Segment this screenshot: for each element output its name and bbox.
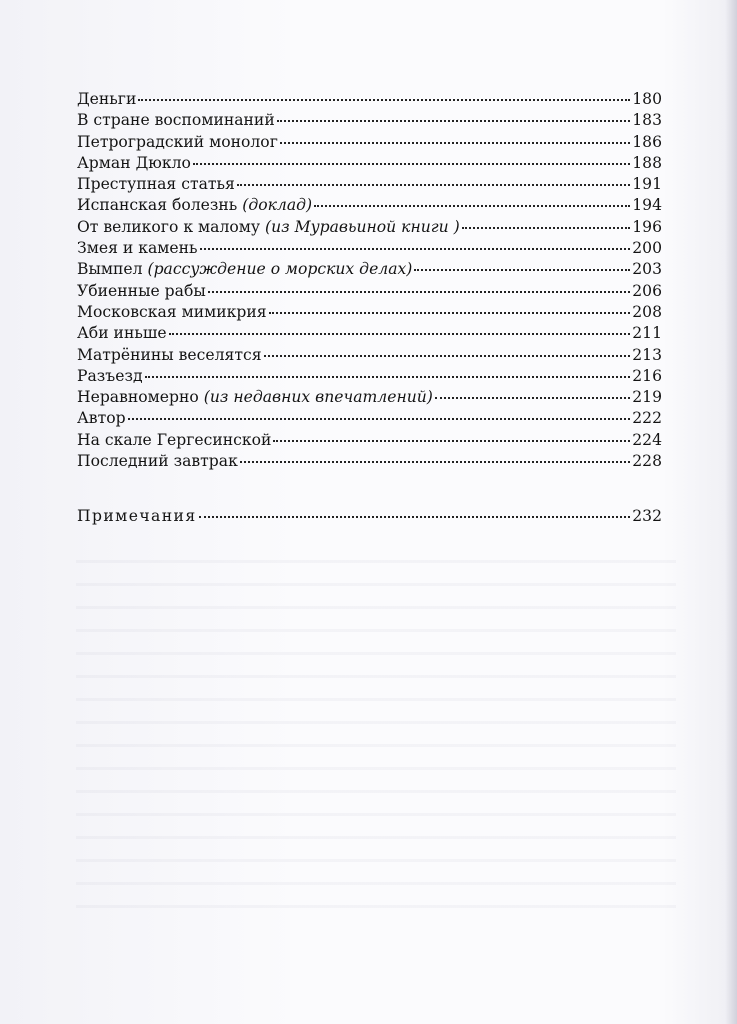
toc-entry-title: На скале Гергесинской	[77, 430, 272, 449]
toc-entry-notes	[77, 506, 662, 527]
toc-page-number: 203	[632, 260, 662, 279]
toc-page-number: 224	[632, 430, 662, 449]
notes-section	[77, 506, 662, 527]
toc-entry-title: Матрёнины веселятся	[77, 345, 262, 364]
table-of-contents	[77, 89, 662, 472]
dot-leader	[237, 176, 630, 186]
toc-entry-title: Вымпел (рассуждение о морских делах)	[77, 260, 413, 279]
dot-leader	[193, 155, 630, 165]
toc-entry	[77, 345, 662, 366]
toc-page-number: 228	[632, 452, 662, 471]
toc-entry-title: Разъезд	[77, 366, 143, 385]
toc-page-number: 200	[632, 239, 662, 258]
dot-leader	[199, 508, 631, 518]
toc-entry	[77, 451, 662, 472]
dot-leader	[277, 112, 631, 122]
toc-entry-title: Неравномерно (из недавних впечатлений)	[77, 388, 433, 407]
toc-entry	[77, 302, 662, 323]
toc-entry-title: Убиенные рабы	[77, 281, 206, 300]
toc-page-number: 194	[632, 196, 662, 215]
toc-page-number: 208	[632, 302, 662, 321]
dot-leader	[145, 368, 631, 378]
toc-entry	[77, 217, 662, 238]
toc-entry	[77, 323, 662, 344]
toc-entry	[77, 408, 662, 429]
toc-page-number: 232	[632, 507, 662, 525]
toc-entry-title: От великого к малому (из Муравьиной книги )	[77, 217, 460, 236]
toc-entry-title: Петроградский монолог	[77, 132, 278, 151]
toc-entry	[77, 153, 662, 174]
toc-entry	[77, 89, 662, 110]
dot-leader	[208, 283, 630, 293]
toc-page-number: 222	[632, 409, 662, 428]
toc-entry	[77, 174, 662, 195]
toc-entry	[77, 281, 662, 302]
toc-entry	[77, 430, 662, 451]
toc-page-number: 196	[632, 217, 662, 236]
toc-entry-title: Автор	[77, 409, 126, 428]
toc-page-number: 191	[632, 175, 662, 194]
dot-leader	[280, 134, 630, 144]
toc-entry	[77, 259, 662, 280]
toc-entry-title: Испанская болезнь (доклад)	[77, 196, 313, 215]
toc-page-number: 188	[632, 153, 662, 172]
dot-leader	[128, 410, 631, 420]
toc-entry-title: Арман Дюкло	[77, 153, 191, 172]
dot-leader	[169, 325, 631, 335]
dot-leader	[314, 197, 630, 207]
toc-entry	[77, 132, 662, 153]
dot-leader	[269, 304, 631, 314]
dot-leader	[414, 261, 630, 271]
toc-entry-title: Змея и камень	[77, 239, 198, 258]
toc-page-number: 213	[632, 345, 662, 364]
dot-leader	[138, 91, 630, 101]
toc-entry-title: В стране воспоминаний	[77, 111, 275, 130]
toc-entry-title: Примечания	[77, 507, 197, 525]
toc-page-number: 180	[632, 90, 662, 108]
toc-page-number: 211	[632, 324, 662, 343]
toc-entry	[77, 238, 662, 259]
toc-page-number: 183	[632, 111, 662, 130]
show-through-texture	[76, 560, 676, 920]
dot-leader	[435, 389, 630, 399]
toc-entry-title: Московская мимикрия	[77, 302, 267, 321]
toc-entry-title: Аби иньше	[77, 324, 167, 343]
toc-entry	[77, 366, 662, 387]
dot-leader	[240, 453, 630, 463]
toc-entry	[77, 110, 662, 131]
toc-page-number: 186	[632, 132, 662, 151]
dot-leader	[273, 432, 630, 442]
toc-entry	[77, 387, 662, 408]
toc-page-number: 206	[632, 281, 662, 300]
toc-entry-title: Последний завтрак	[77, 452, 238, 471]
toc-entry	[77, 195, 662, 216]
dot-leader	[200, 240, 631, 250]
dot-leader	[264, 347, 631, 357]
toc-entry-title: Преступная статья	[77, 175, 235, 194]
toc-page-number: 216	[632, 366, 662, 385]
dot-leader	[462, 219, 630, 229]
page-edge-shadow	[725, 0, 737, 1024]
toc-page-number: 219	[632, 388, 662, 407]
toc-entry-title: Деньги	[77, 90, 137, 108]
